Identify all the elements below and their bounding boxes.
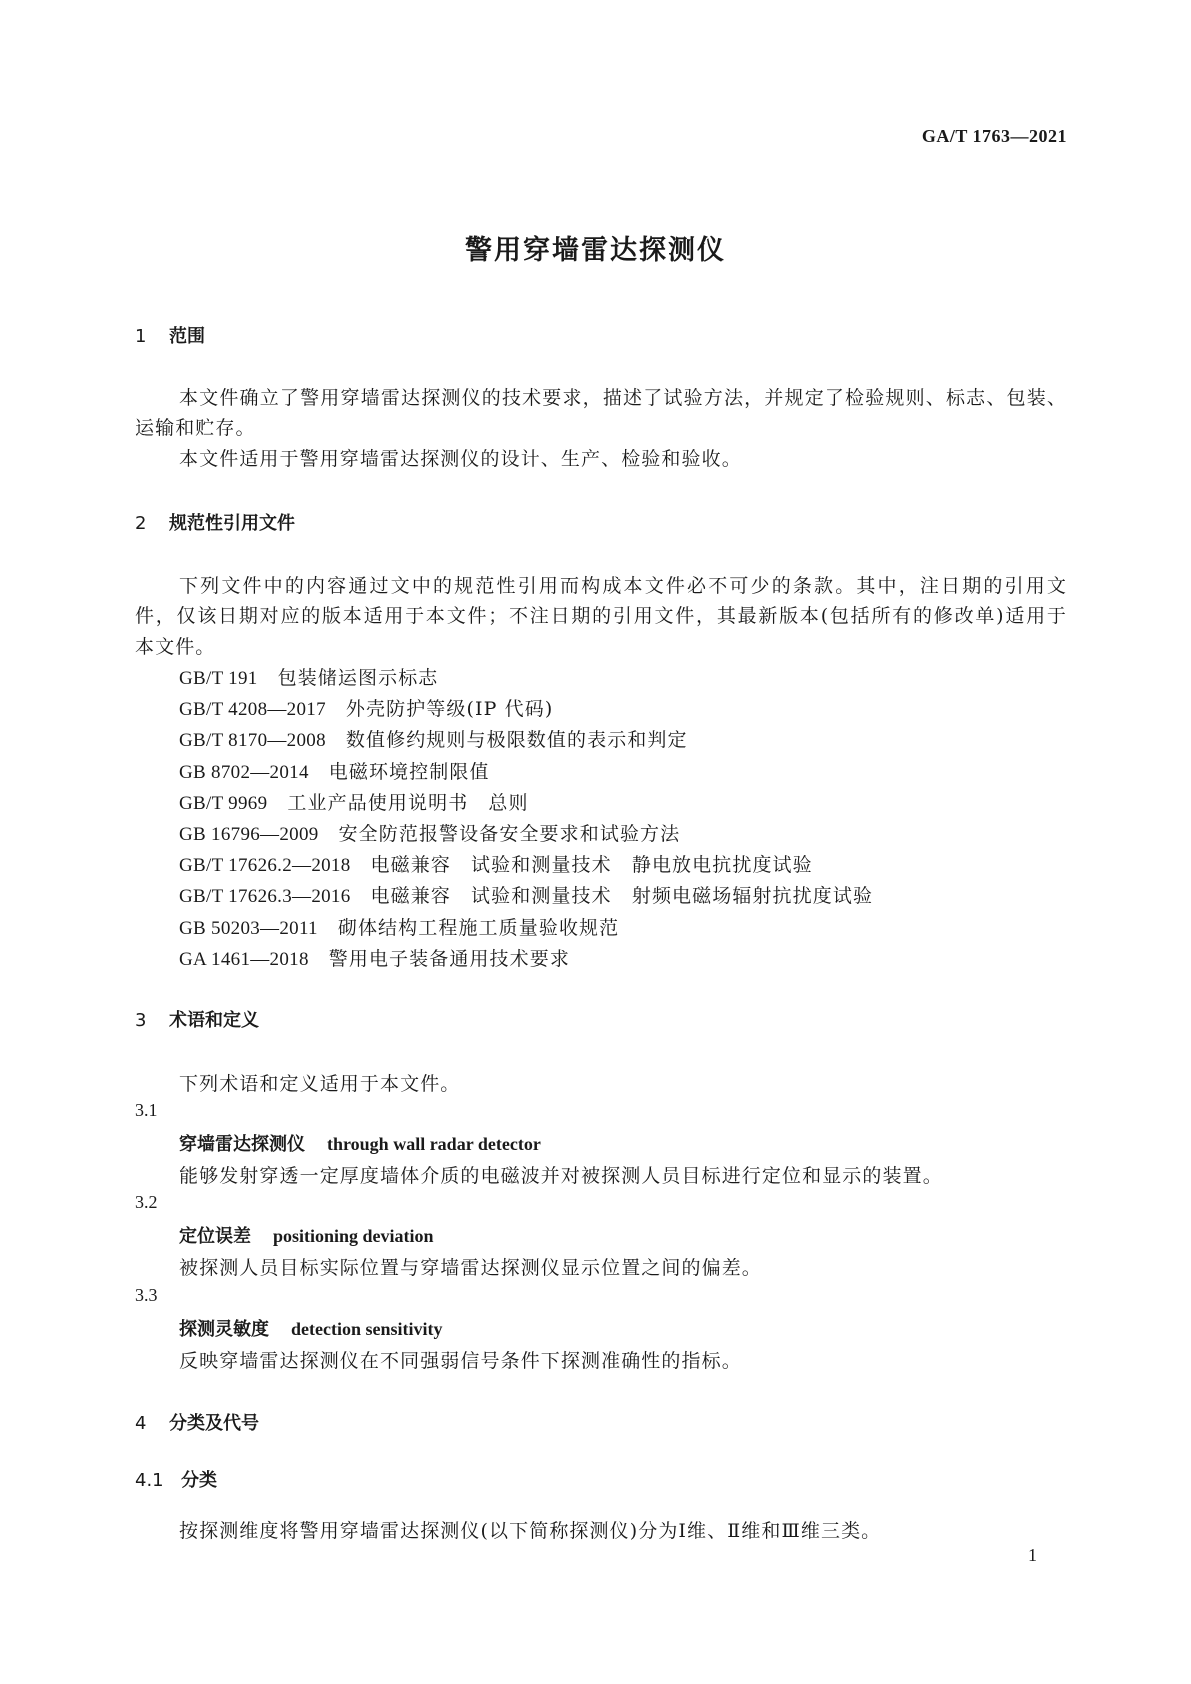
- reference-code: GB/T 9969: [179, 792, 268, 814]
- reference-title: 外壳防护等级(IP 代码): [345, 698, 554, 721]
- paragraph-line: 下列文件中的内容通过文中的规范性引用而构成本文件必不可少的条款。其中，注日期的引用文: [179, 575, 1067, 597]
- page-title: 警用穿墙雷达探测仪: [465, 235, 726, 266]
- paragraph-line: 本文件确立了警用穿墙雷达探测仪的技术要求，描述了试验方法，并规定了检验规则、标志、包装、: [179, 387, 1067, 409]
- reference-code: GB 50203—2011: [179, 917, 318, 939]
- section-heading-1: [135, 322, 205, 348]
- section-heading-4: [135, 1409, 259, 1435]
- reference-code: GB/T 4208—2017: [179, 699, 326, 721]
- paragraph-line: 下列术语和定义适用于本文件。: [179, 1073, 461, 1095]
- term-zh: 穿墙雷达探测仪: [179, 1134, 305, 1155]
- term-definition: 能够发射穿透一定厚度墙体介质的电磁波并对被探测人员目标进行定位和显示的装置。: [179, 1165, 943, 1187]
- reference-item: [179, 913, 619, 940]
- reference-title: 警用电子装备通用技术要求: [328, 947, 570, 970]
- term-en: positioning deviation: [273, 1226, 434, 1247]
- reference-code: GB/T 191: [179, 668, 258, 689]
- section-title: 分类: [181, 1470, 217, 1491]
- term-definition: 被探测人员目标实际位置与穿墙雷达探测仪显示位置之间的偏差。: [179, 1257, 762, 1280]
- reference-code: GB 16796—2009: [179, 824, 319, 845]
- document-code: GA/T 1763—2021: [921, 126, 1067, 146]
- paragraph-line: 本文件。: [135, 636, 216, 658]
- reference-item: [179, 881, 873, 908]
- term-en: detection sensitivity: [291, 1318, 443, 1339]
- term-heading: [179, 1315, 442, 1341]
- section-number: 4: [135, 1413, 147, 1434]
- reference-item: [179, 757, 490, 784]
- reference-title: 电磁环境控制限值: [328, 760, 490, 783]
- section-title: 术语和定义: [169, 1010, 259, 1031]
- section-number: 2: [135, 513, 147, 534]
- reference-code: GB 8702—2014: [179, 761, 309, 783]
- section-number: 4.1: [135, 1470, 164, 1491]
- subsection-heading-4-1: [135, 1466, 217, 1492]
- term-definition: 反映穿墙雷达探测仪在不同强弱信号条件下探测准确性的指标。: [179, 1349, 742, 1372]
- term-zh: 探测灵敏度: [179, 1318, 269, 1340]
- section-title: 范围: [169, 326, 205, 347]
- reference-item: [179, 725, 688, 752]
- term-zh: 定位误差: [179, 1226, 251, 1248]
- reference-item: [179, 819, 680, 846]
- reference-code: GB/T 8170—2008: [179, 730, 326, 752]
- reference-item: [179, 663, 438, 690]
- reference-title: 电磁兼容 试验和测量技术 静电放电抗扰度试验: [370, 854, 813, 877]
- term-en: through wall radar detector: [327, 1134, 541, 1154]
- section-number: 3: [135, 1010, 147, 1031]
- reference-title: 包装储运图示标志: [277, 667, 439, 689]
- reference-title: 砌体结构工程施工质量验收规范: [337, 916, 620, 939]
- reference-title: 数值修约规则与极限数值的表示和判定: [345, 729, 688, 752]
- reference-item: [179, 850, 813, 877]
- section-number: 1: [135, 326, 147, 347]
- clause-number: 3.1: [135, 1100, 158, 1120]
- clause-number: 3.2: [135, 1192, 158, 1213]
- reference-title: 工业产品使用说明书 总则: [287, 791, 529, 814]
- reference-code: GA 1461—2018: [179, 948, 309, 970]
- paragraph-line: 运输和贮存。: [135, 417, 256, 439]
- paragraph-line: 件，仅该日期对应的版本适用于本文件；不注日期的引用文件，其最新版本(包括所有的修改单)适用于: [135, 605, 1067, 627]
- page-number: 1: [1028, 1545, 1037, 1565]
- term-heading: [179, 1222, 434, 1248]
- section-title: 分类及代号: [169, 1413, 259, 1434]
- paragraph-line: 本文件适用于警用穿墙雷达探测仪的设计、生产、检验和验收。: [179, 448, 742, 470]
- reference-code: GB/T 17626.3—2016: [179, 886, 351, 908]
- reference-item: [179, 694, 553, 721]
- clause-number: 3.3: [135, 1284, 158, 1305]
- section-heading-3: [135, 1006, 259, 1032]
- paragraph-line: 按探测维度将警用穿墙雷达探测仪(以下简称探测仪)分为Ⅰ维、Ⅱ维和Ⅲ维三类。: [179, 1520, 882, 1542]
- reference-title: 安全防范报警设备安全要求和试验方法: [338, 823, 681, 845]
- reference-title: 电磁兼容 试验和测量技术 射频电磁场辐射抗扰度试验: [370, 885, 874, 908]
- section-title: 规范性引用文件: [169, 513, 295, 534]
- reference-item: [179, 788, 529, 815]
- reference-code: GB/T 17626.2—2018: [179, 855, 351, 877]
- term-heading: [179, 1130, 541, 1156]
- reference-item: [179, 944, 570, 971]
- section-heading-2: [135, 509, 295, 535]
